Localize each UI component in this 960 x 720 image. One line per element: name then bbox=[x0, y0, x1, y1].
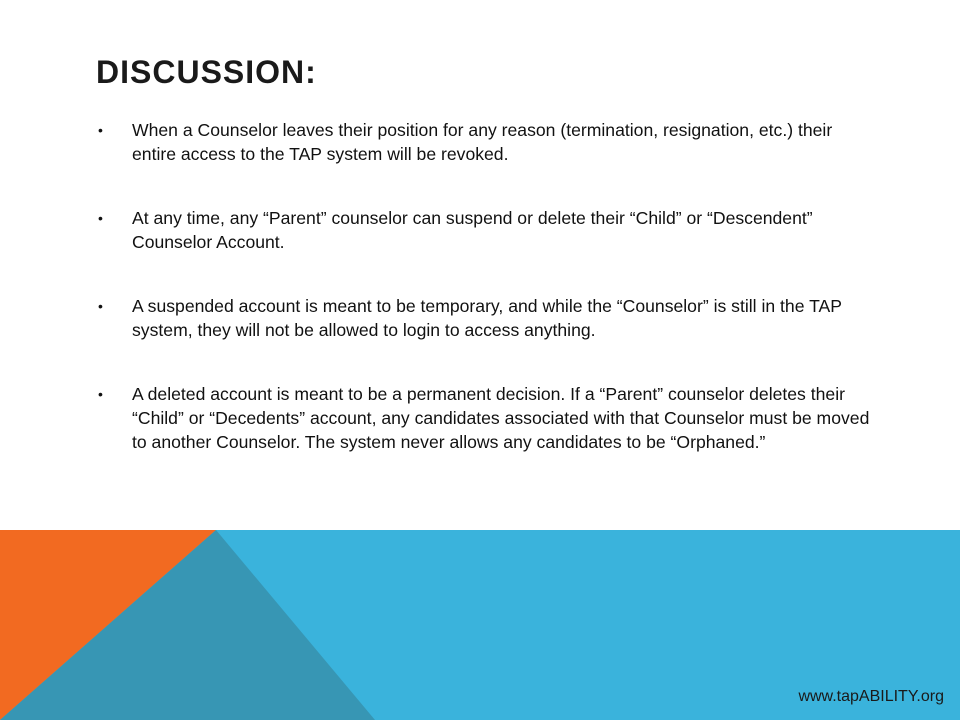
slide-title: DISCUSSION: bbox=[96, 54, 317, 90]
bullet-text: When a Counselor leaves their position for any reason (termination, resignation, etc.) their entire access to the TAP system will be revoked. bbox=[132, 120, 833, 164]
bullet-marker: • bbox=[98, 386, 103, 402]
bullet-marker: • bbox=[98, 298, 103, 314]
bullet-marker: • bbox=[98, 210, 103, 226]
bullet-item bbox=[98, 206, 878, 254]
bullet-item bbox=[98, 382, 878, 454]
bullet-text: A deleted account is meant to be a permanent decision. If a “Parent” counselor deletes their “Child” or “Decedents” account, any candidates associated with that Counselor must be moved to another Counselor. The system never allows any candidates to be “Orphaned.” bbox=[132, 384, 870, 452]
bullet-item bbox=[98, 118, 878, 166]
bullet-marker: • bbox=[98, 122, 103, 138]
bullet-text: A suspended account is meant to be temporary, and while the “Counselor” is still in the TAP system, they will not be allowed to login to access anything. bbox=[132, 296, 842, 340]
bullet-text: At any time, any “Parent” counselor can suspend or delete their “Child” or “Descendent” Counselor Account. bbox=[132, 208, 813, 252]
bullet-item bbox=[98, 294, 878, 342]
bullet-list bbox=[98, 118, 878, 454]
footer-website-link[interactable]: www.tapABILITY.org bbox=[798, 688, 944, 705]
